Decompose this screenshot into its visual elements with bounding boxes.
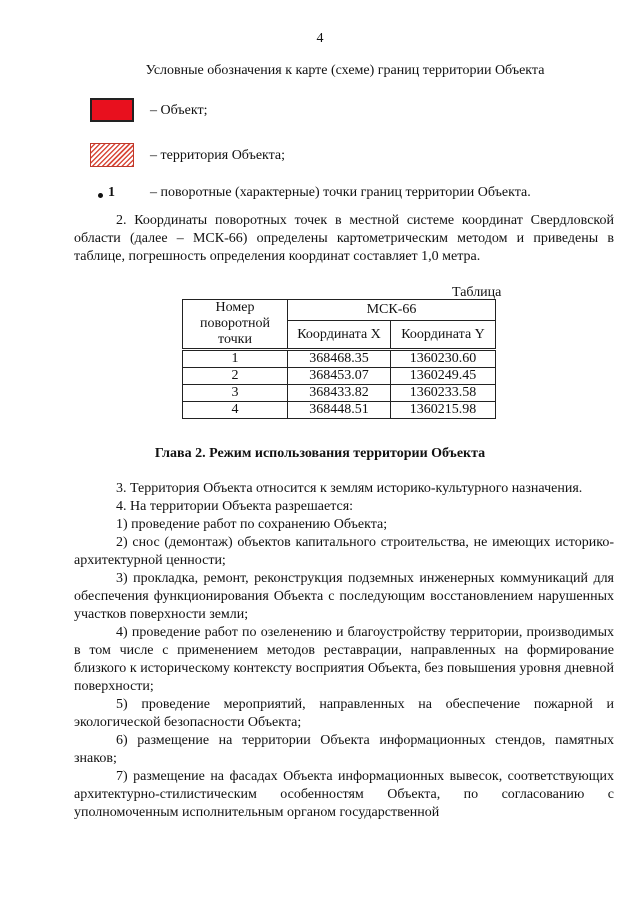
page-number: 4 <box>316 31 324 46</box>
chapter-title: Глава 2. Режим использования территории Объекта <box>154 446 486 461</box>
legend-title: Условные обозначения к карте (схеме) границ территории Объекта <box>145 63 545 78</box>
header-point-number: Номер поворотной точки <box>183 300 288 350</box>
header-coordinate-system: МСК-66 <box>288 300 496 321</box>
list-item: 3) прокладка, ремонт, реконструкция подземных инженерных коммуникаций для обеспечения функционирования Объекта с последующим восстановлением нарушенных участков поверхности земли; <box>74 571 614 622</box>
cell-x: 368448.51 <box>288 402 391 419</box>
cell-x: 368468.35 <box>288 350 391 368</box>
point-dot-icon <box>98 193 103 198</box>
list-item: 7) размещение на фасадах Объекта информационных вывесок, соответствующих архитектурно-стилистическим особенностям Объекта, по согласованию с уполномоченным исполнительным органом государственной <box>74 769 614 820</box>
header-coordinate-y: Координата Y <box>391 321 496 350</box>
list-item: 5) проведение мероприятий, направленных на обеспечение пожарной и экологической безопасности Объекта; <box>74 697 614 730</box>
cell-y: 1360215.98 <box>391 402 496 419</box>
list-item: 4) проведение работ по озеленению и благоустройству территории, производимых в том числе с применением методов реставрации, направленных на формирование близкого к историческому контексту восприятия Объекта, без повышения уровня дневной поверхности; <box>74 625 614 694</box>
paragraph-2-text: 2. Координаты поворотных точек в местной системе координат Свердловской области (далее – МСК-66) определены картометрическим методом и приведены в таблице, погрешность определения координат составляет 1,0 метра. <box>74 213 614 264</box>
legend-object-swatch <box>90 98 134 122</box>
cell-y: 1360233.58 <box>391 385 496 402</box>
legend-point-marker <box>98 184 115 202</box>
paragraph-2 <box>74 212 614 266</box>
table-caption: Таблица <box>452 285 502 300</box>
cell-y: 1360249.45 <box>391 368 496 385</box>
header-coordinate-x: Координата X <box>288 321 391 350</box>
legend-point-number: 1 <box>108 185 115 200</box>
cell-point-number: 3 <box>183 385 288 402</box>
legend-territory-label: – территория Объекта; <box>150 148 286 163</box>
list-item: 6) размещение на территории Объекта информационных стендов, памятных знаков; <box>74 733 614 766</box>
paragraph-4: 4. На территории Объекта разрешается: <box>116 499 354 514</box>
coordinates-table <box>182 299 496 419</box>
cell-y: 1360230.60 <box>391 350 496 368</box>
chapter-body <box>74 480 614 822</box>
paragraph-3: 3. Территория Объекта относится к землям историко-культурного назначения. <box>116 481 583 496</box>
cell-point-number: 4 <box>183 402 288 419</box>
table-row <box>183 385 496 402</box>
cell-x: 368453.07 <box>288 368 391 385</box>
legend-points-label: – поворотные (характерные) точки границ территории Объекта. <box>150 185 531 200</box>
list-item: 1) проведение работ по сохранению Объекта; <box>116 517 388 532</box>
legend-territory-swatch <box>90 143 134 167</box>
table-row <box>183 350 496 368</box>
list-item: 2) снос (демонтаж) объектов капитального строительства, не имеющих историко-архитектурной ценности; <box>74 535 614 568</box>
cell-x: 368433.82 <box>288 385 391 402</box>
table-row <box>183 368 496 385</box>
table-row <box>183 402 496 419</box>
territory-hatch-icon <box>90 143 134 167</box>
legend-object-label: – Объект; <box>150 103 208 118</box>
cell-point-number: 2 <box>183 368 288 385</box>
object-swatch-icon <box>90 98 134 122</box>
cell-point-number: 1 <box>183 350 288 368</box>
